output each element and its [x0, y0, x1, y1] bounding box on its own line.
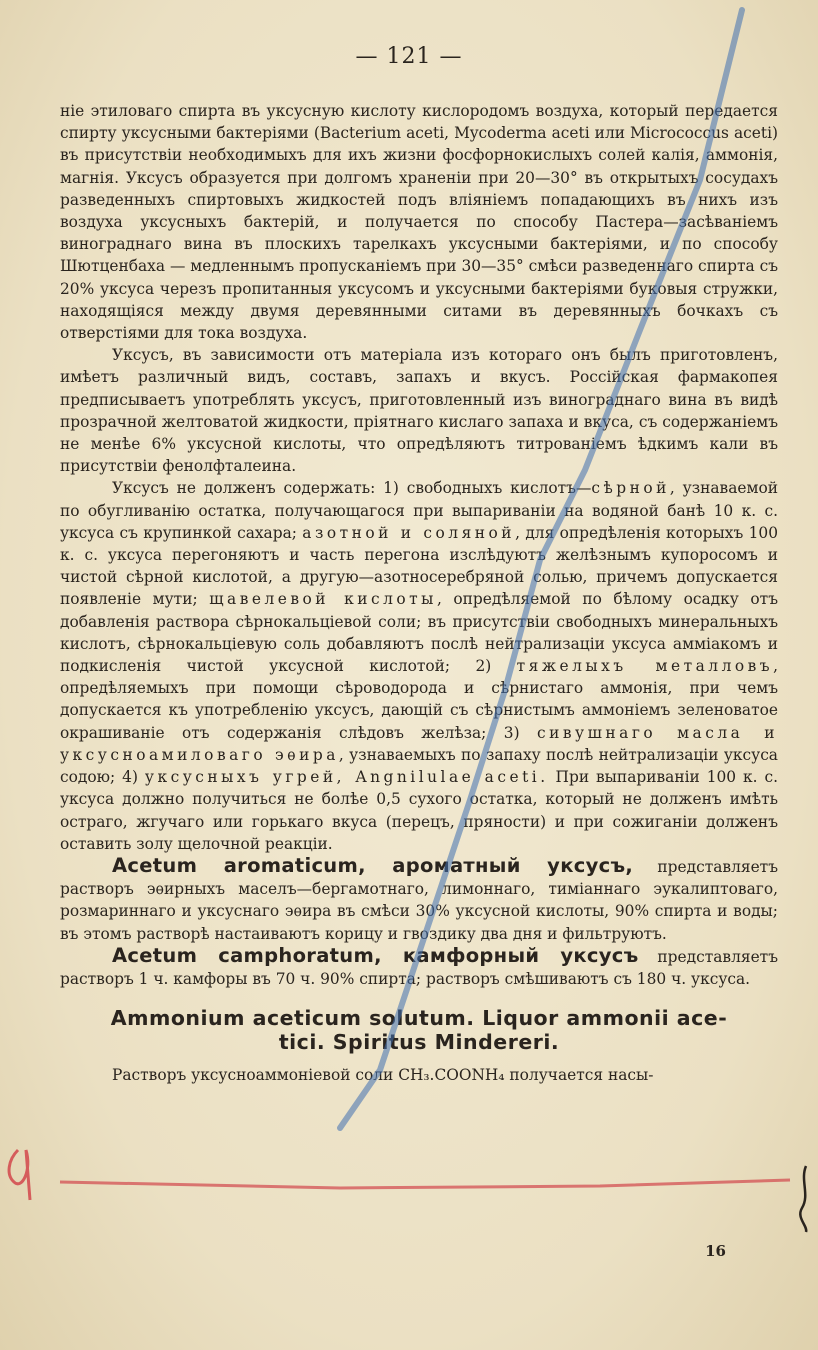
page-number-header: — 121 — — [355, 44, 463, 69]
red-margin-scribble — [9, 1150, 30, 1200]
signature-mark: 16 — [705, 1242, 726, 1260]
paragraph-ammonium-aceticum: Растворъ уксусноаммоніевой соли CH₃.COONH₄ получается насы- — [112, 1066, 654, 1085]
red-underline-mark — [60, 1180, 790, 1188]
paragraph-acetic-fermentation: ніе этиловаго спирта въ уксусную кислоту кислородомъ воздуха, который передается спирту уксусными бактеріями (Bacterium aceti, Mycoderma aceti или Micrococcus aceti) въ присутствіи необходимыхъ для ихъ жизни фосфорнокислыхъ солей калія, аммонія, магнія. Уксусъ образуется при долгомъ храненіи при 20—30° въ открытыхъ сосудахъ разведенныхъ спиртовыхъ жидкостей подъ вліяніемъ попадающихъ въ нихъ изъ воздуха уксусныхъ бактерій, и получается по способу Пастера—засѣваніемъ винограднаго вина въ плоскихъ тарелкахъ уксусными бактеріями, и по способу Шютценбаха — медленнымъ пропусканіемъ при 30—35° смѣси разведеннаго спирта съ 20% уксуса черезъ пропитанныя уксусомъ и уксусными бактеріями буковыя стружки, находящіяся между двумя деревянными ситами въ деревянныхъ бочкахъ съ отверстіями для тока воздуха. — [60, 102, 778, 343]
heading-acetum-aromaticum: Acetum aromaticum, ароматный уксусъ, — [112, 853, 634, 877]
section-title-ammonium-aceticum: Ammonium aceticum solutum. Liquor ammonii ace- tici. Spiritus Mindereri. — [110, 1006, 728, 1055]
heading-acetum-camphoratum: Acetum camphoratum, камфорный уксусъ — [112, 943, 639, 967]
page-body — [60, 100, 778, 1086]
paragraph-acetum-aromaticum: Acetum aromaticum, ароматный уксусъ, представляетъ растворъ эѳирныхъ маселъ—бергамотнаго, лимоннаго, тиміаннаго эукалиптоваго, розмариннаго и уксуснаго эѳира въ смѣси 30% уксусной кислоты, 90% спирта и воды; въ этомъ растворѣ настаиваютъ корицу и гвоздику два дня и фильтруютъ. — [60, 853, 778, 943]
paragraph-vinegar-properties: Уксусъ, въ зависимости отъ матеріала изъ котораго онъ былъ приготовленъ, имѣетъ различный видъ, составъ, запахъ и вкусъ. Россійская фармакопея предписываетъ употреблять уксусъ, приготовленный изъ винограднаго вина въ видѣ прозрачной желтоватой жидкости, пріятнаго кислаго запаха и вкуса, съ содержаніемъ не менѣе 6% уксусной кислоты, что опредѣляютъ титрованіемъ ѣдкимъ кали въ присутствіи фенолфталеина. — [60, 346, 778, 476]
paragraph-impurities: Уксусъ не долженъ содержать: 1) свободныхъ кислотъ—сѣрной, узнаваемой по обугливанію остатка, получающагося при выпариваніи на водяной банѣ 10 к. с. уксуса съ крупинкой сахара; азотной и соляной, для опредѣленія которыхъ 100 к. с. уксуса перегоняютъ и часть перегона изслѣдуютъ желѣзнымъ купоросомъ и чистой сѣрной кислотой, а другую—азотносеребряной солью, причемъ допускается появленіе мути; щавелевой кислоты, опредѣляемой по бѣлому осадку отъ добавленія раствора сѣрнокальціевой соли; въ присутствіи свободныхъ минеральныхъ кислотъ, сѣрнокальціевую соль добавляютъ послѣ нейтрализаціи уксуса амміакомъ и подкисленія чистой уксусной кислотой; 2) тяжелыхъ металловъ, опредѣляемыхъ при помощи сѣроводорода и сѣрнистаго аммонія, при чемъ допускается къ употребленію уксусъ, дающій съ сѣрнистымъ аммоніемъ зеленоватое окрашиваніе отъ содержанія слѣдовъ желѣза; 3) сивушнаго масла и уксусноамиловаго эѳира, узнаваемыхъ по запаху послѣ нейтрализаціи уксуса содою; 4) уксусныхъ угрей, Angnilulae aceti. При выпариваніи 100 к. с. уксуса должно получиться не болѣе 0,5 сухого остатка, который не долженъ имѣть остраго, жгучаго или горькаго вкуса (перецъ, пряности) и при сожиганіи долженъ оставить золу щелочной реакціи. — [60, 479, 778, 853]
black-margin-scribble — [800, 1166, 806, 1232]
paragraph-acetum-camphoratum: Acetum camphoratum, камфорный уксусъ представляетъ растворъ 1 ч. камфоры въ 70 ч. 90% спирта; растворъ смѣшиваютъ съ 180 ч. уксуса. — [60, 943, 778, 988]
